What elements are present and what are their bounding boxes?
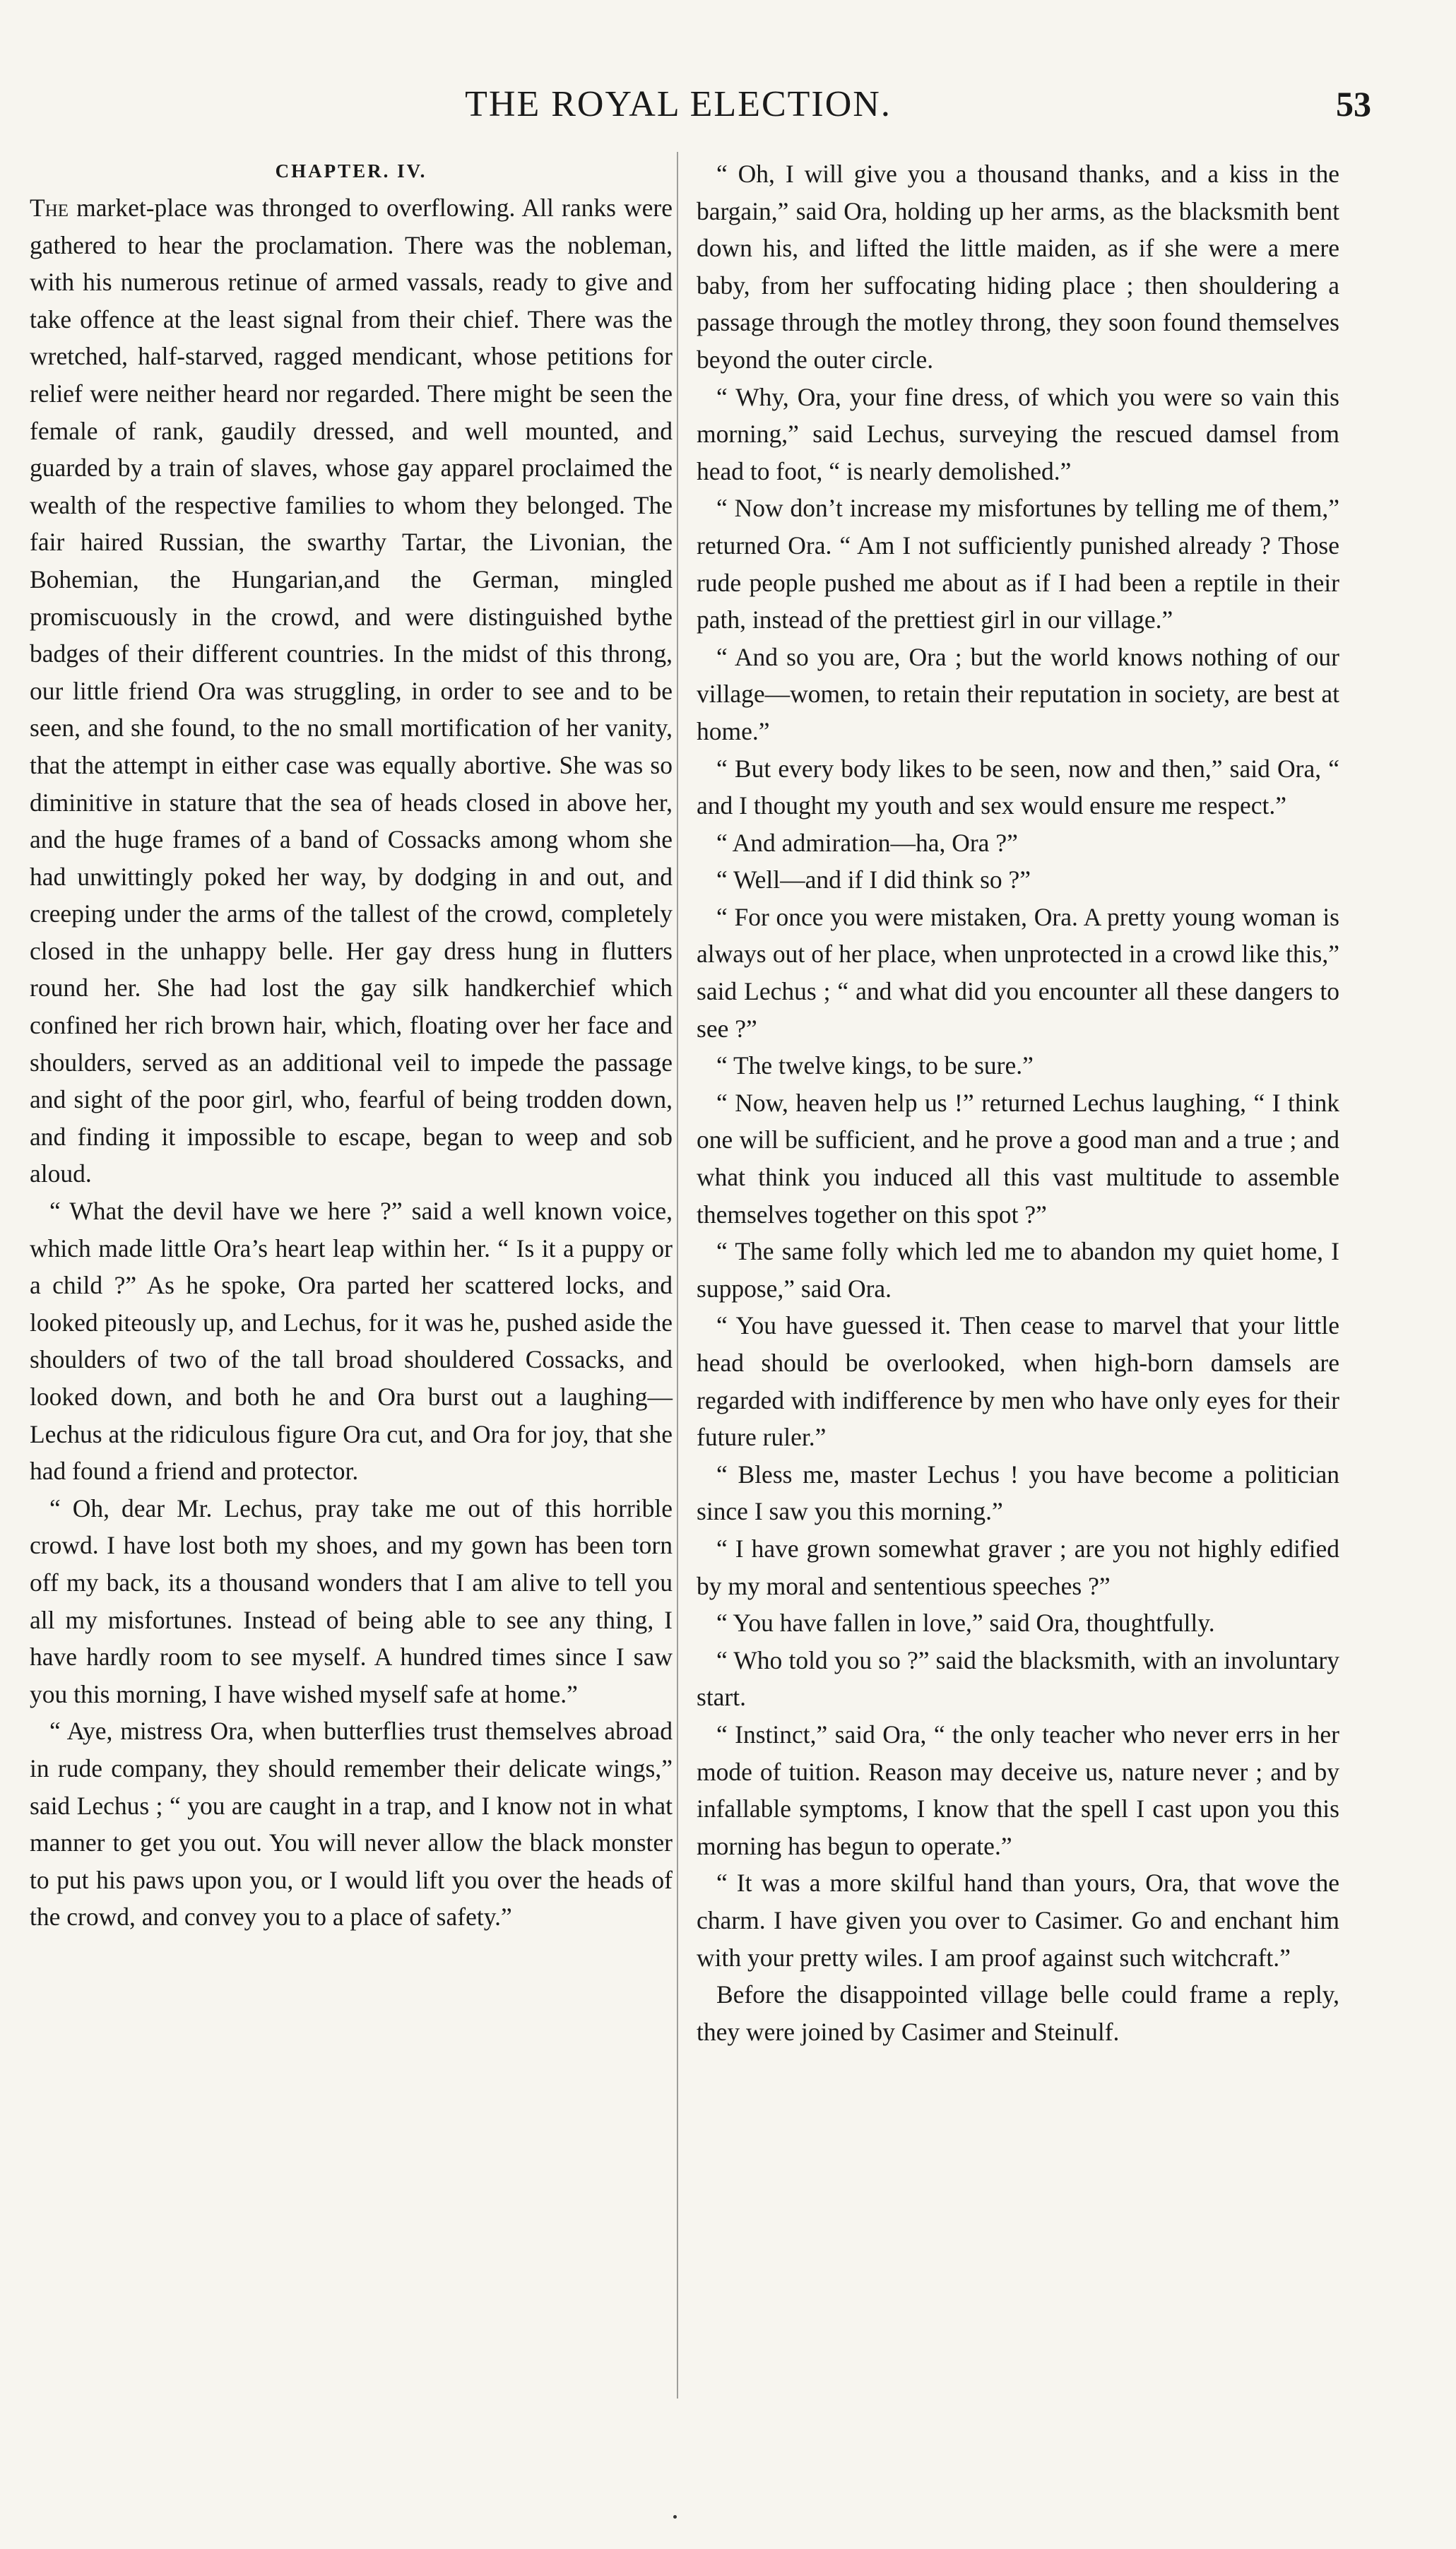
paragraph: “ Why, Ora, your fine dress, of which you were so vain this morning,” said Lechus, surveying the rescued damsel from head to foot, “ is nearly demolished.” <box>697 382 1339 485</box>
left-column <box>30 155 673 1936</box>
paragraph: “ But every body likes to be seen, now and then,” said Ora, “ and I thought my youth and sex would ensure me respect.” <box>697 754 1339 820</box>
paragraph: “ You have fallen in love,” said Ora, thoughtfully. <box>716 1609 1215 1638</box>
paragraph: “ It was a more skilful hand than yours, Ora, that wove the charm. I have given you over to Casimer. Go and enchant him with your pretty wiles. I am proof against such witchcraft.” <box>697 1869 1339 1972</box>
paragraph: “ I have grown somewhat graver ; are you not highly edified by my moral and sententious speeches ?” <box>697 1534 1339 1600</box>
paragraph: “ What the devil have we here ?” said a well known voice, which made little Ora’s heart leap within her. “ Is it a puppy or a child ?” As he spoke, Ora parted her scattered locks, and looked piteously up, and Lechus, for it was he, pushed aside the shoulders of two of the tall broad shouldered Cossacks, and looked down, and both he and Ora burst out a laughing—Lechus at the ridiculous figure Ora cut, and Ora for joy, that she had found a friend and protector. <box>30 1197 673 1486</box>
right-column <box>697 155 1339 2050</box>
paragraph: “ The twelve kings, to be sure.” <box>716 1051 1034 1080</box>
paragraph: “ The same folly which led me to abandon my quiet home, I suppose,” said Ora. <box>697 1237 1339 1303</box>
chapter-heading: CHAPTER. IV. <box>275 160 427 182</box>
paragraph: “ Who told you so ?” said the blacksmith, with an involuntary start. <box>697 1645 1339 1712</box>
paragraph: “ Instinct,” said Ora, “ the only teacher who never errs in her mode of tuition. Reason may deceive us, nature never ; and by infallable symptoms, I know that the spell I cast upon you this morning has begun to operate.” <box>697 1720 1339 1860</box>
paragraph: “ And so you are, Ora ; but the world knows nothing of our village—women, to retain their reputation in society, are best at home.” <box>697 642 1339 745</box>
opening-word: The <box>30 194 69 222</box>
paragraph: “ And admiration—ha, Ora ?” <box>716 828 1018 857</box>
paragraph: “ Well—and if I did think so ?” <box>716 865 1031 894</box>
paragraph: “ You have guessed it. Then cease to marvel that your little head should be overlooked, when high-born damsels are regarded with indifference by men who have only eyes for their future ruler.” <box>697 1311 1339 1452</box>
opening-paragraph <box>30 189 673 1193</box>
opening-paragraph-text: market-place was thronged to overflowing. All ranks were gathered to hear the proclamation. There was the nobleman, with his numerous retinue of armed vassals, ready to give and take offence at the least signal from their chief. There was the wretched, half-starved, ragged mendicant, whose petitions for relief were neither heard nor regarded. There might be seen the female of rank, gaudily dressed, and well mounted, and guarded by a train of slaves, whose gay apparel proclaimed the wealth of the respective families to whom they belonged. The fair haired Russian, the swarthy Tartar, the Livonian, the Bohemian, the Hungarian,and the German, mingled promiscuously in the crowd, and were distinguished bythe badges of their different countries. In the midst of this throng, our little friend Ora was struggling, in order to see and to be seen, and she found, to the no small mortification of her vanity, that the attempt in either case was equally abortive. She was so diminitive in stature that the sea of heads closed in above her, and the huge frames of a band of Cossacks among whom she had unwittingly poked her way, by dodging in and out, and creeping under the arms of the tallest of the crowd, completely closed in the unhappy belle. Her gay dress hung in flutters round her. She had lost the gay silk handkerchief which confined her rich brown hair, which, floating over her face and shoulders, served as an additional veil to impede the passage and sight of the poor girl, who, fearful of being trodden down, and finding it impossible to escape, began to weep and sob aloud. <box>30 194 673 1188</box>
paragraph: “ For once you were mistaken, Ora. A pretty young woman is always out of her place, when unprotected in a crowd like this,” said Lechus ; “ and what did you encounter all these dangers to see ?” <box>697 902 1339 1043</box>
page-number: 53 <box>1336 84 1371 124</box>
paragraph: “ Oh, I will give you a thousand thanks, and a kiss in the bargain,” said Ora, holding up her arms, as the blacksmith bent down his, and lifted the little maiden, as if she were a mere baby, from her suffocating hiding place ; then shouldering a passage through the motley throng, they soon found themselves beyond the outer circle. <box>697 160 1339 374</box>
column-divider <box>677 152 678 2399</box>
paragraph: Before the disappointed village belle could frame a reply, they were joined by Casimer and Steinulf. <box>697 1980 1339 2046</box>
print-speck <box>673 2515 677 2519</box>
paragraph: “ Bless me, master Lechus ! you have become a politician since I saw you this morning.” <box>697 1460 1339 1526</box>
running-title: THE ROYAL ELECTION. <box>465 84 892 124</box>
paragraph: “ Oh, dear Mr. Lechus, pray take me out of this horrible crowd. I have lost both my shoes, and my gown has been torn off my back, its a thousand wonders that I am alive to tell you all my misfortunes. Instead of being able to see any thing, I have hardly room to see myself. A hundred times since I saw you this morning, I have wished myself safe at home.” <box>30 1494 673 1708</box>
paragraph: “ Aye, mistress Ora, when butterflies trust themselves abroad in rude company, they should remember their delicate wings,” said Lechus ; “ you are caught in a trap, and I know not in what manner to get you out. You will never allow the black monster to put his paws upon you, or I would lift you over the heads of the crowd, and convey you to a place of safety.” <box>30 1717 673 1932</box>
paragraph: “ Now, heaven help us !” returned Lechus laughing, “ I think one will be sufficient, and he prove a good man and a true ; and what think you induced all this vast multitude to assemble themselves together on this spot ?” <box>697 1088 1339 1229</box>
paragraph: “ Now don’t increase my misfortunes by telling me of them,” returned Ora. “ Am I not sufficiently punished already ? Those rude people pushed me about as if I had been a reptile in their path, instead of the prettiest girl in our village.” <box>697 494 1339 634</box>
page-header <box>0 83 1456 133</box>
